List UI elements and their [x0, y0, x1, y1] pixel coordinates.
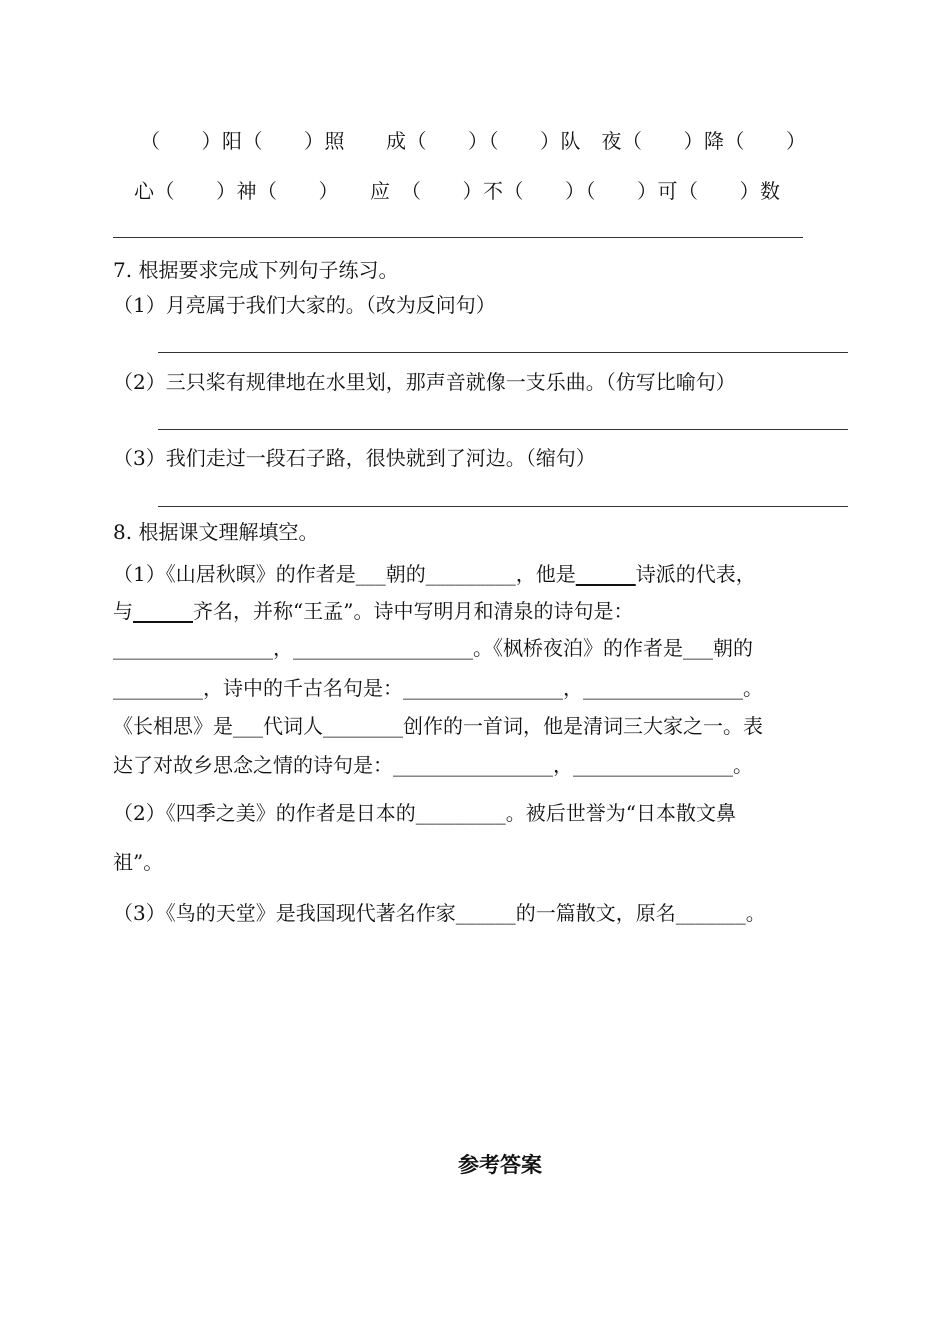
exercise-6-row-1: （ ）阳（ ）照 成（ ）（ ）队 夜（ ）降（ ）: [140, 129, 807, 153]
question-7-item-1-answer-line: [158, 352, 848, 353]
poetry-school-blank: [576, 562, 636, 586]
question-7-item-3-answer-line: [158, 506, 848, 507]
question-8-line-2-tail: 齐名，并称“王孟”。诗中写明月和清泉的诗句是：: [193, 599, 634, 623]
question-8-line-1-text: （1）《山居秋暝》的作者是___朝的_________，他是: [113, 562, 576, 586]
question-8-line-7: （2）《四季之美》的作者是日本的_________。被后世誉为“日本散文鼻: [113, 801, 736, 825]
question-8-line-8: 祖”。: [113, 850, 164, 874]
question-8-line-6: 达了对故乡思念之情的诗句是：________________，________________。: [113, 753, 753, 777]
question-7-item-3: （3）我们走过一段石子路，很快就到了河边。（缩句）: [113, 446, 596, 470]
question-8-line-9: （3）《鸟的天堂》是我国现代著名作家______的一篇散文，原名_______。: [113, 901, 766, 925]
poet-name-blank: [133, 599, 193, 623]
question-8-heading: 8. 根据课文理解填空。: [113, 520, 319, 544]
question-7-item-2-answer-line: [158, 429, 848, 430]
question-7-item-2: （2）三只桨有规律地在水里划，那声音就像一支乐曲。（仿写比喻句）: [113, 370, 736, 394]
question-8-line-1-tail: 诗派的代表，: [635, 562, 756, 586]
answer-key-title: 参考答案: [458, 1152, 542, 1177]
exercise-6-answer-line: [113, 237, 803, 238]
question-8-line-5: 《长相思》是___代词人________创作的一首词，他是清词三大家之一。表: [113, 714, 763, 738]
question-8-line-1: [113, 562, 756, 586]
question-8-line-2: [113, 599, 633, 623]
question-7-heading: 7. 根据要求完成下列句子练习。: [113, 258, 399, 282]
question-7-item-1: （1）月亮属于我们大家的。（改为反问句）: [113, 293, 496, 317]
question-8-line-2-text: 与: [113, 599, 133, 623]
question-8-line-3: ________________，__________________。《枫桥夜泊》的作者是___朝的: [113, 636, 753, 660]
exercise-6-row-2: 心（ ）神（ ） 应 （ ）不（ ）（ ）可（ ）数: [134, 179, 781, 203]
question-8-line-4: _________，诗中的千古名句是：________________，________________。: [113, 676, 763, 700]
